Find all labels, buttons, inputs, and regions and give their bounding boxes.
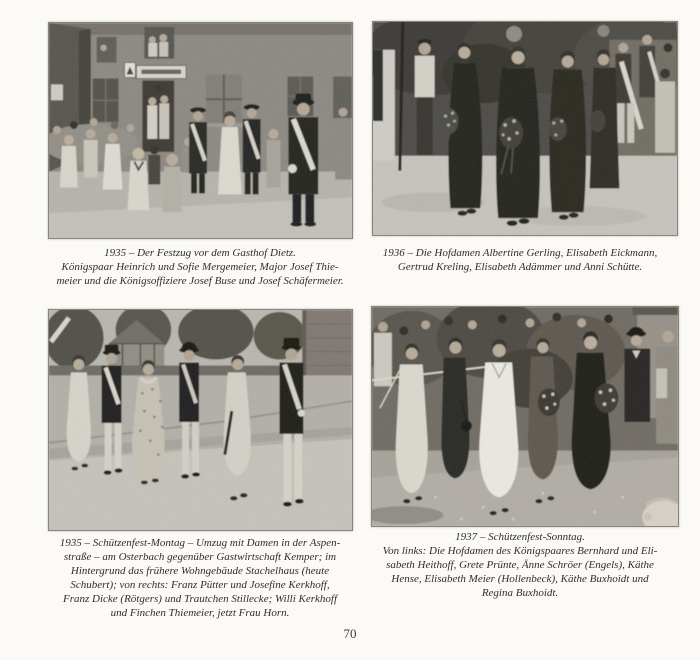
- caption-line: straße – am Osterbach gegenüber Gastwirtschaft Kemper; im: [63, 551, 337, 563]
- caption-1937-sonntag: [364, 530, 676, 600]
- photo-1936-hofdamen-image: [373, 22, 677, 235]
- photo-1936-hofdamen: [372, 21, 678, 236]
- photo-1935-montag: [48, 309, 353, 531]
- caption-line: Königspaar Heinrich und Sofie Mergemeier, Major Josef Thie-: [61, 261, 339, 273]
- caption-line: Regina Buxhoidt.: [481, 587, 559, 599]
- caption-line: sabeth Heithoff, Grete Prünte, Änne Schröer (Engels), Käthe: [386, 559, 654, 571]
- caption-line: meier und die Königsoffiziere Josef Buse und Josef Schäfermeier.: [56, 275, 344, 287]
- caption-1935-festzug: [44, 246, 356, 288]
- caption-1936-hofdamen: [364, 246, 676, 274]
- caption-line: Hintergrund das frühere Wohngebäude Stachelhaus (heute: [70, 565, 330, 577]
- caption-line: Franz Dicke (Rötgers) und Trautchen Stillecke; Willi Kerkhoff: [62, 593, 338, 605]
- photo-1935-festzug-image: [49, 23, 352, 238]
- photo-1935-montag-image: [49, 310, 352, 530]
- caption-line: Von links: Die Hofdamen des Königspaares Bernhard und Eli-: [382, 545, 658, 557]
- caption-line: 1935 – Schützenfest-Montag – Umzug mit Damen in der Aspen-: [59, 537, 341, 549]
- caption-line: 1936 – Die Hofdamen Albertine Gerling, Elisabeth Eickmann,: [382, 247, 658, 259]
- photo-1937-sonntag-image: [372, 307, 678, 526]
- caption-line: Schubert); von rechts: Franz Pütter und Josefine Kerkhoff,: [70, 579, 330, 591]
- caption-line: Gertrud Kreling, Elisabeth Adämmer und Anni Schütte.: [397, 261, 643, 273]
- photo-1935-festzug: [48, 22, 353, 239]
- caption-line: 1937 – Schützenfest-Sonntag.: [455, 531, 585, 543]
- caption-line: und Finchen Thiemeier, jetzt Frau Horn.: [110, 607, 290, 619]
- caption-1935-montag: [44, 536, 356, 620]
- page-number: 70: [343, 626, 357, 641]
- caption-line: 1935 – Der Festzug vor dem Gasthof Dietz.: [104, 247, 296, 259]
- caption-line: Hense, Elisabeth Meier (Hollenbeck), Käthe Buxhoidt und: [391, 573, 649, 585]
- photo-1937-sonntag: [371, 306, 679, 527]
